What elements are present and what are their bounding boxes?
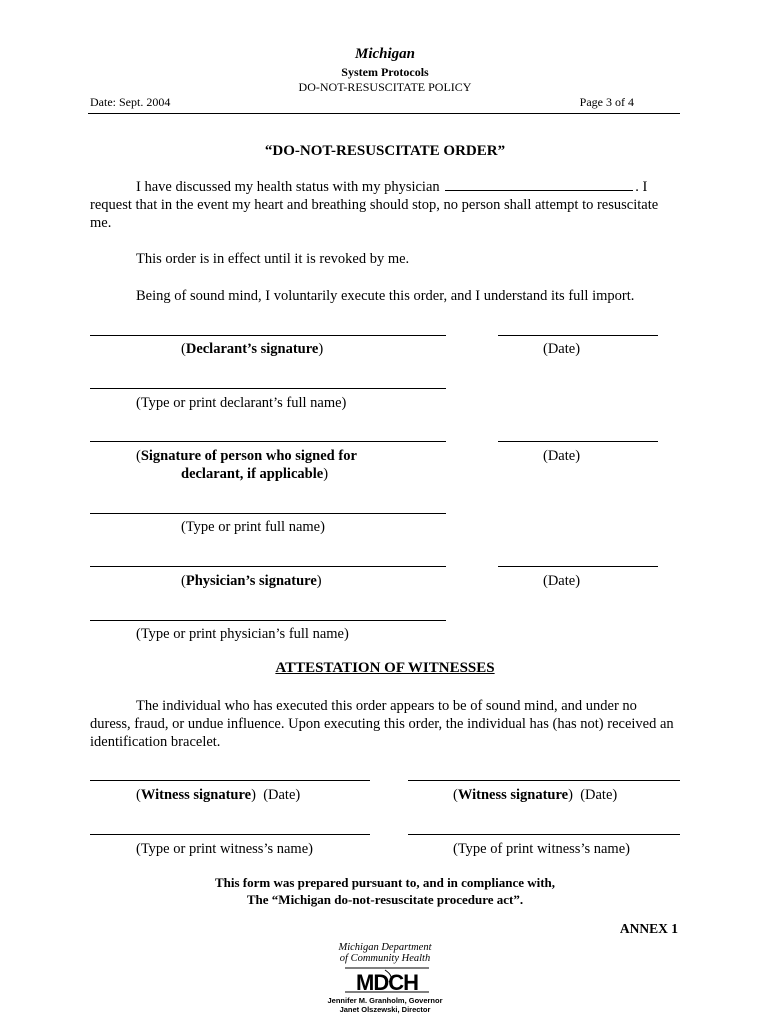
declarant-name-line[interactable]: [90, 388, 446, 389]
mdch-logo-text: MDCH: [356, 970, 418, 994]
witness2-date-text: (Date): [580, 787, 618, 803]
form-title: “DO-NOT-RESUSCITATE ORDER”: [264, 143, 506, 159]
annex-label: ANNEX 1: [619, 921, 678, 936]
witness1-date-text: (Date): [263, 787, 301, 803]
physician-date-label: (Date): [543, 573, 581, 589]
declarant-signature-label: (Declarant’s signature): [181, 341, 324, 357]
proxy-signature-label-1: (Signature of person who signed for: [136, 448, 357, 464]
dept-line-1: Michigan Department: [338, 942, 432, 953]
physician-signature-text: Physician’s signature: [185, 573, 317, 589]
witness2-signature-label: (Witness signature) (Date): [453, 787, 618, 803]
witness2-signature-text: Witness signature: [457, 787, 569, 803]
declarant-name-label: (Type or print declarant’s full name): [136, 395, 347, 411]
document-date: Date: Sept. 2004: [90, 95, 171, 109]
compliance-line-2: The “Michigan do-not-resuscitate procedure act”.: [246, 892, 524, 907]
physician-name-label: (Type or print physician’s full name): [136, 626, 349, 642]
sound-mind-paragraph: Being of sound mind, I voluntarily execute this order, and I understand its full import.: [136, 288, 635, 304]
declarant-date-line[interactable]: [498, 335, 658, 336]
witness1-signature-line[interactable]: [90, 780, 370, 781]
dept-line-2: of Community Health: [339, 953, 431, 964]
physician-date-line[interactable]: [498, 566, 658, 567]
proxy-signature-text-1: Signature of person who signed for: [140, 448, 357, 464]
declarant-signature-line[interactable]: [90, 335, 446, 336]
witness2-signature-line[interactable]: [408, 780, 680, 781]
physician-name-blank[interactable]: [445, 178, 633, 191]
physician-signature-label: (Physician’s signature): [181, 573, 322, 589]
declarant-signature-text: Declarant’s signature: [185, 341, 319, 357]
proxy-date-line[interactable]: [498, 441, 658, 442]
witness1-signature-text: Witness signature: [140, 787, 252, 803]
witness2-name-label: (Type of print witness’s name): [453, 841, 630, 857]
proxy-date-label: (Date): [543, 448, 581, 464]
physician-name-line[interactable]: [90, 620, 446, 621]
proxy-signature-line[interactable]: [90, 441, 446, 442]
protocols-title: System Protocols: [341, 65, 429, 79]
proxy-signature-text-2: declarant, if applicable: [181, 466, 324, 482]
declarant-date-label: (Date): [543, 341, 581, 357]
mdch-officials: [0, 996, 770, 1014]
mdch-logo-icon: [345, 966, 429, 994]
witness1-name-label: (Type or print witness’s name): [136, 841, 313, 857]
declaration-text-start: I have discussed my health status with my physician: [136, 179, 440, 195]
declaration-paragraph: [90, 178, 680, 232]
proxy-name-line[interactable]: [90, 513, 446, 514]
declaration-text-end: . I request that in the event my heart and breathing should stop, no person shall attempt to resuscitate me.: [90, 179, 659, 231]
revocation-paragraph: This order is in effect until it is revoked by me.: [136, 251, 410, 267]
mdch-department-name: [0, 942, 770, 964]
witness1-name-line[interactable]: [90, 834, 370, 835]
director-name: Janet Olszewski, Director: [339, 1005, 431, 1014]
attestation-paragraph: The individual who has executed this order appears to be of sound mind, and under no duress, fraud, or undue influence. Upon executing this order, the individual has (has not) received an identification bracelet.: [90, 698, 674, 750]
proxy-name-label: (Type or print full name): [181, 519, 325, 535]
physician-signature-line[interactable]: [90, 566, 446, 567]
page-number: Page 3 of 4: [579, 95, 634, 109]
state-title: Michigan: [354, 46, 415, 62]
compliance-statement: [0, 874, 770, 908]
policy-title: DO-NOT-RESUSCITATE POLICY: [298, 80, 472, 94]
compliance-line-1: This form was prepared pursuant to, and in compliance with,: [214, 875, 556, 890]
witness2-name-line[interactable]: [408, 834, 680, 835]
attestation-title: ATTESTATION OF WITNESSES: [275, 660, 495, 676]
witness1-signature-label: (Witness signature) (Date): [136, 787, 301, 803]
governor-name: Jennifer M. Granholm, Governor: [327, 996, 443, 1005]
header-divider: [88, 113, 680, 114]
proxy-signature-label-2: declarant, if applicable): [181, 466, 329, 482]
